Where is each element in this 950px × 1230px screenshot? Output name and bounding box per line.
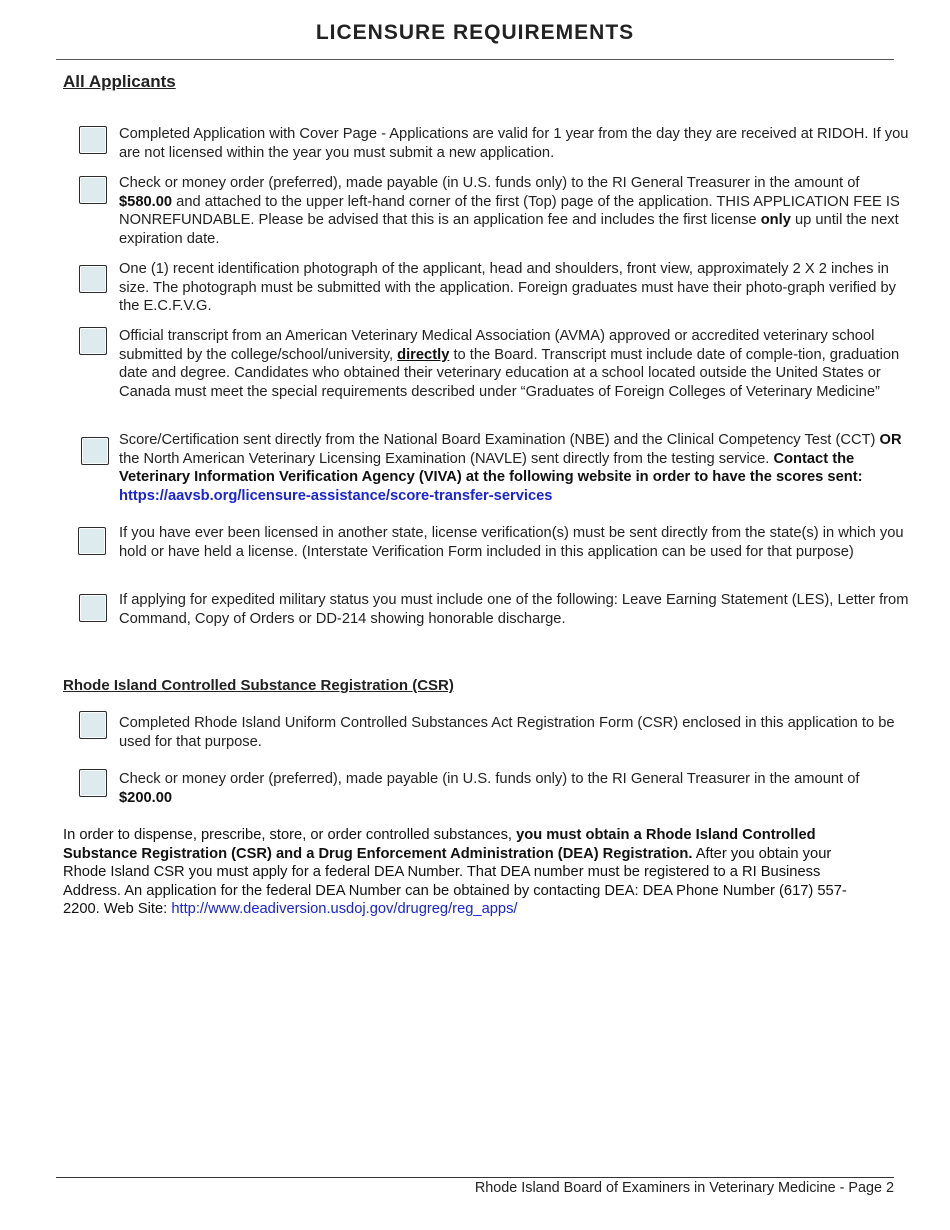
score-transfer-link[interactable]: https://aavsb.org/licensure-assistance/score-transfer-services bbox=[119, 487, 553, 504]
section-heading-all-applicants: All Applicants bbox=[63, 72, 176, 91]
requirement-csr-form: Completed Rhode Island Uniform Controlled Substances Act Registration Form (CSR) enclosed in this application to be used for that purpose. bbox=[119, 715, 895, 750]
section-heading-csr: Rhode Island Controlled Substance Registration (CSR) bbox=[63, 677, 454, 694]
requirement-application: Completed Application with Cover Page - Applications are valid for 1 year from the day they are received at RIDOH. If you are not licensed within the year you must submit a new application. bbox=[119, 126, 909, 161]
requirement-military-status: If applying for expedited military status you must include one of the following: Leave Earning Statement (LES), Letter from Command, Copy of Orders or DD-214 showing honorable discharge. bbox=[119, 592, 909, 627]
checkbox-csr-form[interactable] bbox=[79, 711, 107, 739]
checkbox-scores[interactable] bbox=[81, 437, 109, 465]
checkbox-fee[interactable] bbox=[79, 176, 107, 204]
requirement-license-verification: If you have ever been licensed in another state, license verification(s) must be sent directly from the state(s) in which you hold or have held a license. (Interstate Verification Form included in this application can be used for that purpose) bbox=[119, 525, 904, 560]
dea-website-link[interactable]: http://www.deadiversion.usdoj.gov/drugreg/reg_apps/ bbox=[171, 901, 518, 918]
checkbox-military-status[interactable] bbox=[79, 594, 107, 622]
page-title: LICENSURE REQUIREMENTS bbox=[315, 21, 635, 44]
requirement-fee: Check or money order (preferred), made payable (in U.S. funds only) to the RI General Treasurer in the amount of $580.00 and attached to the upper left-hand corner of the first (Top) page of the application. THIS APPLICATION FEE IS NONREFUNDABLE. Please be advised that this is an application fee and includes the first license only up until the next expiration date. bbox=[119, 175, 900, 247]
checkbox-photograph[interactable] bbox=[79, 265, 107, 293]
checkbox-license-verification[interactable] bbox=[78, 527, 106, 555]
checkbox-csr-fee[interactable] bbox=[79, 769, 107, 797]
page-footer: Rhode Island Board of Examiners in Veterinary Medicine - Page 2 bbox=[474, 1180, 894, 1196]
requirement-csr-fee: Check or money order (preferred), made payable (in U.S. funds only) to the RI General Treasurer in the amount of $200.00 bbox=[119, 771, 860, 806]
dea-note-paragraph: In order to dispense, prescribe, store, or order controlled substances, you must obtain a Rhode Island Controlled Substance Registration (CSR) and a Drug Enforcement Administration (DEA) Registration. After you obtain your Rhode Island CSR you must apply for a federal DEA Number. That DEA number must be registered to a RI Business Address. An application for the federal DEA Number can be obtained by contacting DEA: DEA Phone Number (617) 557-2200. Web Site: http://www.deadiversion.usdoj.gov/drugreg/reg_apps/ bbox=[63, 827, 847, 918]
requirement-photograph: One (1) recent identification photograph of the applicant, head and shoulders, front view, approximately 2 X 2 inches in size. The photograph must be submitted with the application. Foreign graduates must have their photo-graph verified by the E.C.F.V.G. bbox=[119, 261, 896, 315]
bottom-divider bbox=[56, 1177, 894, 1178]
top-divider bbox=[56, 59, 894, 60]
requirement-scores: Score/Certification sent directly from the National Board Examination (NBE) and the Clinical Competency Test (CCT) OR the North American Veterinary Licensing Examination (NAVLE) sent directly from the testing service. Contact the Veterinary Information Verification Agency (VIVA) at the following website in order to have the scores sent: https://aavsb.org/licensure-assistance/score-transfer-services bbox=[119, 432, 902, 504]
checkbox-application[interactable] bbox=[79, 126, 107, 154]
checkbox-transcript[interactable] bbox=[79, 327, 107, 355]
requirement-transcript: Official transcript from an American Veterinary Medical Association (AVMA) approved or accredited veterinary school submitted by the college/school/university, directly to the Board. Transcript must include date of comple-tion, graduation date and degree. Candidates who obtained their veterinary education at a school located outside the United States or Canada must meet the special requirements described under “Graduates of Foreign Colleges of Veterinary Medicine” bbox=[119, 328, 900, 400]
